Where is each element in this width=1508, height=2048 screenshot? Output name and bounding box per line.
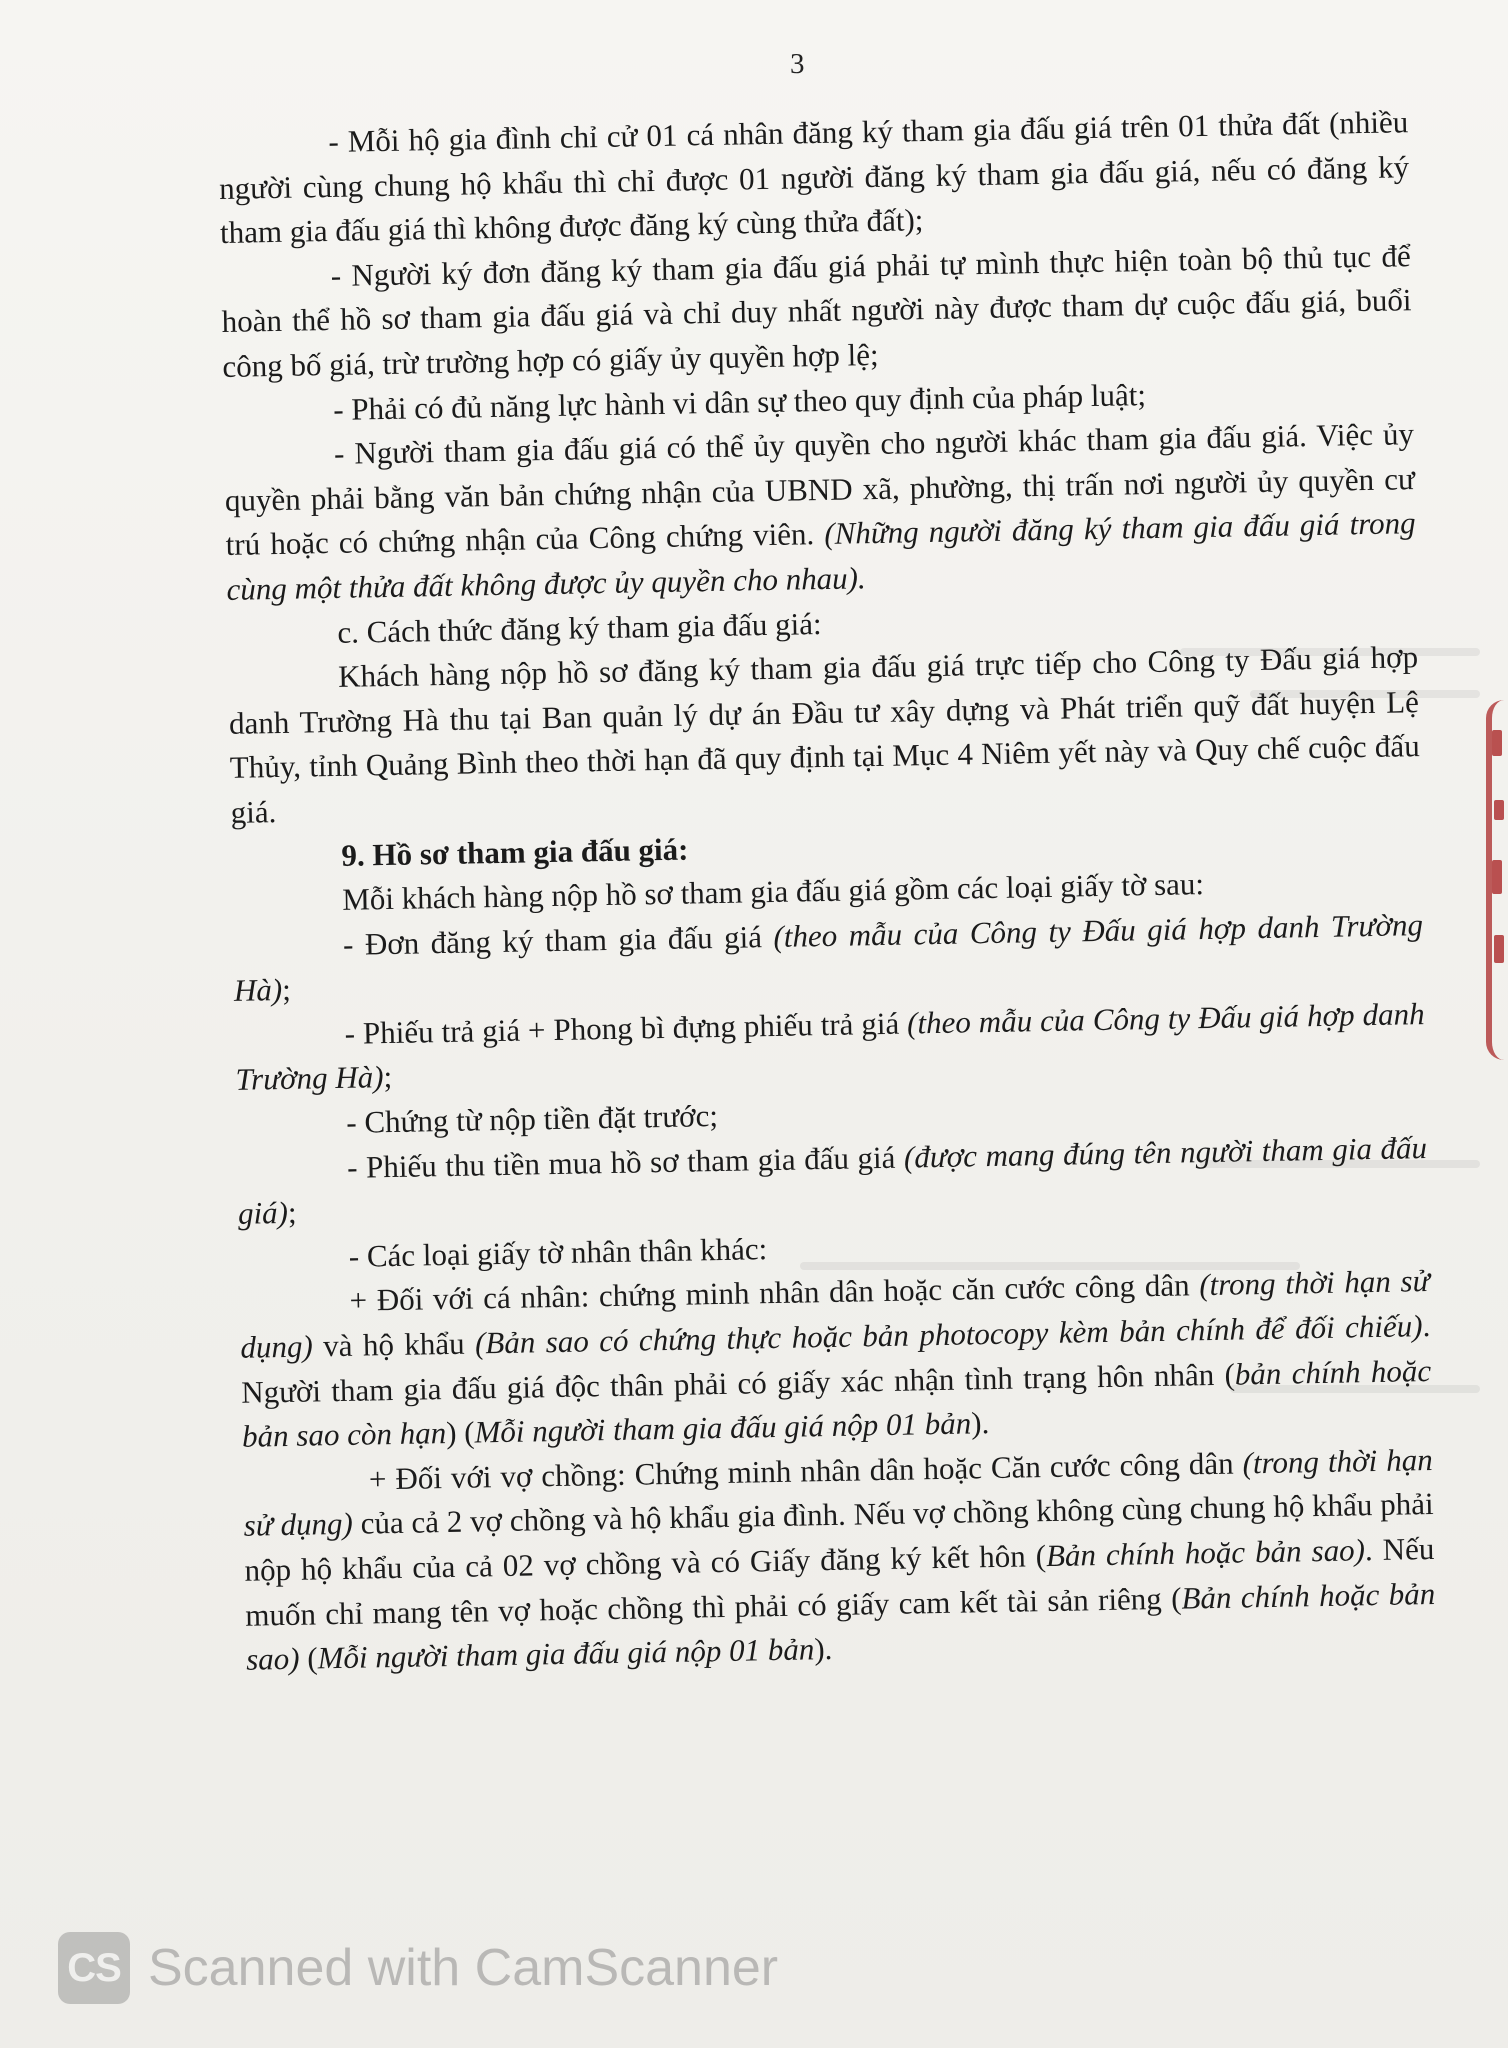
- list-item: - Chứng từ nộp tiền đặt trước;: [346, 1098, 719, 1140]
- camscanner-watermark: [58, 1932, 778, 2004]
- paragraph: - Người ký đơn đăng ký tham gia đấu giá phải tự mình thực hiện toàn bộ thủ tục để hoàn thể hồ sơ tham gia đấu giá và chỉ duy nhất người này được tham dự cuộc đấu giá, buổi công bố giá, trừ trường hợp có giấy ủy quyền hợp lệ;: [221, 237, 1412, 384]
- camscanner-logo-icon: CS: [58, 1932, 130, 2004]
- list-item: - Đơn đăng ký tham gia đấu giá (theo mẫu của Công ty Đấu giá hợp danh Trường Hà);: [233, 906, 1424, 1009]
- stamp-mark: [1492, 860, 1502, 894]
- sub-item: + Đối với vợ chồng: Chứng minh nhân dân hoặc Căn cước công dân (trong thời hạn sử dụng) của cả 2 vợ chồng và hộ khẩu gia đình. Nếu vợ chồng không cùng chung hộ khẩu phải nộp hộ khẩu của cả 02 vợ chồng và có Giấy đăng ký kết hôn (Bản chính hoặc bản sao). Nếu muốn chỉ mang tên vợ hoặc chồng thì phải có giấy cam kết tài sản riêng (Bản chính hoặc bản sao) (Mỗi người tham gia đấu giá nộp 01 bản).: [243, 1441, 1436, 1677]
- stamp-mark: [1494, 800, 1504, 820]
- paragraph: - Người tham gia đấu giá có thể ủy quyền cho người khác tham gia đấu giá. Việc ủy quyền phải bằng văn bản chứng nhận của UBND xã, phường, thị trấn nơi người ủy quyền cư trú hoặc có chứng nhận của Công chứng viên. (Những người đăng ký tham gia đấu giá trong cùng một thửa đất không được ủy quyền cho nhau).: [224, 416, 1416, 607]
- list-item: - Phiếu thu tiền mua hồ sơ tham gia đấu giá (được mang đúng tên người tham gia đấu giá);: [237, 1129, 1428, 1232]
- section-heading: 9. Hồ sơ tham gia đấu giá:: [341, 831, 689, 873]
- stamp-mark: [1494, 935, 1504, 963]
- subsection-title: c. Cách thức đăng ký tham gia đấu giá:: [337, 605, 822, 650]
- sub-item: + Đối với cá nhân: chứng minh nhân dân hoặc căn cước công dân (trong thời hạn sử dụng) và hộ khẩu (Bản sao có chứng thực hoặc bản photocopy kèm bản chính để đối chiếu). Người tham gia đấu giá độc thân phải có giấy xác nhận tình trạng hôn nhân (bản chính hoặc bản sao còn hạn) (Mỗi người tham gia đấu giá nộp 01 bản).: [240, 1263, 1432, 1454]
- paragraph: - Mỗi hộ gia đình chỉ cử 01 cá nhân đăng ký tham gia đấu giá trên 01 thửa đất (nhiều người cùng chung hộ khẩu thì chỉ được 01 người đăng ký tham gia đấu giá, nếu có đăng ký tham gia đấu giá thì không được đăng ký cùng thửa đất);: [218, 104, 1410, 251]
- paragraph: - Phải có đủ năng lực hành vi dân sự theo quy định của pháp luật;: [332, 376, 1147, 427]
- paragraph: Mỗi khách hàng nộp hồ sơ tham gia đấu giá gồm các loại giấy tờ sau:: [341, 866, 1205, 917]
- watermark-text: Scanned with CamScanner: [148, 1939, 779, 1997]
- document-body: [218, 100, 1436, 1682]
- page-number: 3: [790, 48, 805, 80]
- list-item: - Các loại giấy tờ nhân thân khác:: [348, 1230, 768, 1274]
- list-item: - Phiếu trả giá + Phong bì đựng phiếu trả giá (theo mẫu của Công ty Đấu giá hợp danh Trường Hà);: [235, 995, 1425, 1098]
- stamp-mark: [1492, 730, 1502, 756]
- paragraph: Khách hàng nộp hồ sơ đăng ký tham gia đấu giá trực tiếp cho Công ty Đấu giá hợp danh Trường Hà thu tại Ban quản lý dự án Đầu tư xây dựng và Phát triển quỹ đất huyện Lệ Thủy, tỉnh Quảng Bình theo thời hạn đã quy định tại Mục 4 Niêm yết này và Quy chế cuộc đấu giá.: [228, 639, 1420, 830]
